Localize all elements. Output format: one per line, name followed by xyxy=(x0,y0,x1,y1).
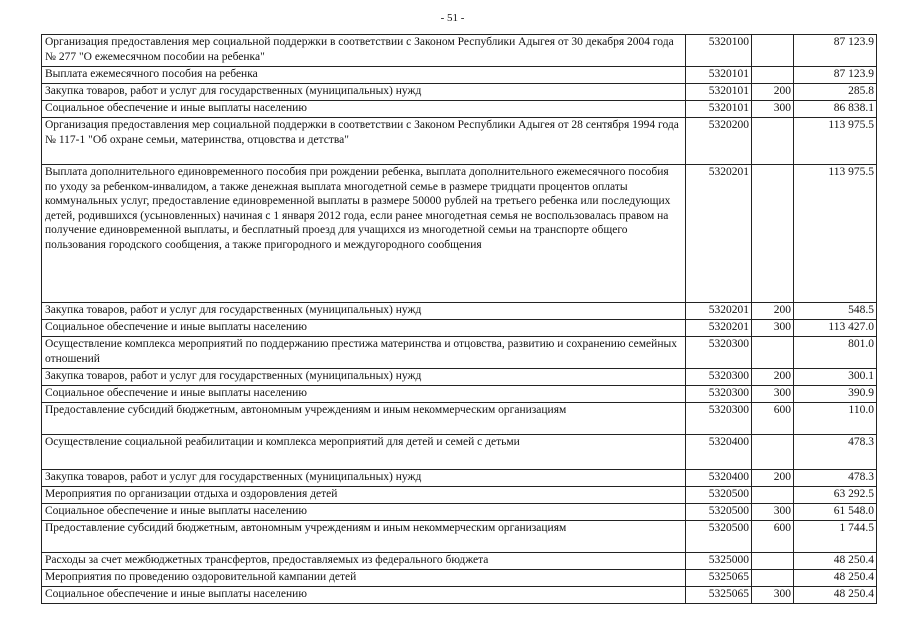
row-code: 5320201 xyxy=(686,320,752,337)
row-code: 5320201 xyxy=(686,165,752,303)
row-name: Социальное обеспечение и иные выплаты населению xyxy=(42,504,686,521)
row-name: Закупка товаров, работ и услуг для государственных (муниципальных) нужд xyxy=(42,84,686,101)
row-amount: 300.1 xyxy=(794,369,877,386)
row-amount: 61 548.0 xyxy=(794,504,877,521)
row-type: 300 xyxy=(752,101,794,118)
table-row xyxy=(42,118,877,165)
row-name: Выплата дополнительного единовременного пособия при рождении ребенка, выплата дополнительного ежемесячного пособия по уходу за ребенком-инвалидом, а также денежная выплата многодетной семье в размере тридцати процентов оплаты коммунальных услуг, предоставление единовременной выплаты в размере 50000 рублей на третьего ребенка или последующих детей, родившихся (усыновленных) начиная с 1 января 2012 года, если ранее многодетная семья не воспользовалась правом на получение единовременной выплаты, и бесплатный проезд для учащихся из многодетной семьи на транспорте общего пользования городского сообщения, а также пригородного и междугородного сообщения xyxy=(42,165,686,303)
row-name: Предоставление субсидий бюджетным, автономным учреждениям и иным некоммерческим организациям xyxy=(42,521,686,553)
row-amount: 87 123.9 xyxy=(794,35,877,67)
row-type xyxy=(752,35,794,67)
row-type: 300 xyxy=(752,504,794,521)
table-row xyxy=(42,165,877,303)
row-name: Расходы за счет межбюджетных трансфертов, предоставляемых из федерального бюджета xyxy=(42,553,686,570)
row-name: Закупка товаров, работ и услуг для государственных (муниципальных) нужд xyxy=(42,369,686,386)
row-name: Организация предоставления мер социальной поддержки в соответствии с Законом Республики Адыгея от 28 сентября 1994 года № 117-1 "Об охране семьи, материнства, отцовства и детства" xyxy=(42,118,686,165)
row-type: 300 xyxy=(752,587,794,604)
row-type: 300 xyxy=(752,386,794,403)
table-row xyxy=(42,369,877,386)
table-row xyxy=(42,303,877,320)
row-type: 200 xyxy=(752,470,794,487)
row-name: Социальное обеспечение и иные выплаты населению xyxy=(42,587,686,604)
row-name: Социальное обеспечение и иные выплаты населению xyxy=(42,101,686,118)
row-code: 5320500 xyxy=(686,521,752,553)
row-code: 5320101 xyxy=(686,67,752,84)
row-name: Закупка товаров, работ и услуг для государственных (муниципальных) нужд xyxy=(42,470,686,487)
row-amount: 113 427.0 xyxy=(794,320,877,337)
row-code: 5325000 xyxy=(686,553,752,570)
row-code: 5325065 xyxy=(686,587,752,604)
budget-table xyxy=(41,34,877,604)
table-row xyxy=(42,553,877,570)
row-amount: 63 292.5 xyxy=(794,487,877,504)
row-type xyxy=(752,435,794,470)
row-type: 200 xyxy=(752,369,794,386)
row-amount: 48 250.4 xyxy=(794,570,877,587)
row-amount: 548.5 xyxy=(794,303,877,320)
row-name: Осуществление социальной реабилитации и комплекса мероприятий для детей и семей с детьми xyxy=(42,435,686,470)
table-row xyxy=(42,337,877,369)
row-type: 600 xyxy=(752,521,794,553)
row-type: 200 xyxy=(752,303,794,320)
row-code: 5320500 xyxy=(686,487,752,504)
table-row xyxy=(42,35,877,67)
table-row xyxy=(42,521,877,553)
row-code: 5320300 xyxy=(686,337,752,369)
row-type xyxy=(752,118,794,165)
row-name: Осуществление комплекса мероприятий по поддержанию престижа материнства и отцовства, развитию и сохранению семейных отношений xyxy=(42,337,686,369)
row-amount: 113 975.5 xyxy=(794,118,877,165)
row-name: Предоставление субсидий бюджетным, автономным учреждениям и иным некоммерческим организациям xyxy=(42,403,686,435)
table-row xyxy=(42,386,877,403)
row-name: Закупка товаров, работ и услуг для государственных (муниципальных) нужд xyxy=(42,303,686,320)
row-amount: 48 250.4 xyxy=(794,553,877,570)
table-row xyxy=(42,435,877,470)
row-name: Мероприятия по организации отдыха и оздоровления детей xyxy=(42,487,686,504)
row-code: 5320101 xyxy=(686,84,752,101)
row-type xyxy=(752,67,794,84)
table-row xyxy=(42,587,877,604)
table-row xyxy=(42,570,877,587)
row-code: 5320201 xyxy=(686,303,752,320)
row-name: Мероприятия по проведению оздоровительной кампании детей xyxy=(42,570,686,587)
row-amount: 113 975.5 xyxy=(794,165,877,303)
row-type: 300 xyxy=(752,320,794,337)
row-amount: 390.9 xyxy=(794,386,877,403)
row-type xyxy=(752,553,794,570)
row-name: Социальное обеспечение и иные выплаты населению xyxy=(42,386,686,403)
row-amount: 801.0 xyxy=(794,337,877,369)
row-amount: 478.3 xyxy=(794,435,877,470)
row-type: 200 xyxy=(752,84,794,101)
table-row xyxy=(42,487,877,504)
row-amount: 1 744.5 xyxy=(794,521,877,553)
table-row xyxy=(42,403,877,435)
row-amount: 48 250.4 xyxy=(794,587,877,604)
row-amount: 86 838.1 xyxy=(794,101,877,118)
row-name: Выплата ежемесячного пособия на ребенка xyxy=(42,67,686,84)
table-row xyxy=(42,504,877,521)
table-row xyxy=(42,320,877,337)
row-name: Организация предоставления мер социальной поддержки в соответствии с Законом Республики Адыгея от 30 декабря 2004 года № 277 "О ежемесячном пособии на ребенка" xyxy=(42,35,686,67)
row-code: 5320400 xyxy=(686,435,752,470)
row-code: 5325065 xyxy=(686,570,752,587)
table-row xyxy=(42,84,877,101)
row-code: 5320200 xyxy=(686,118,752,165)
row-code: 5320300 xyxy=(686,369,752,386)
row-amount: 87 123.9 xyxy=(794,67,877,84)
row-type xyxy=(752,487,794,504)
table-row xyxy=(42,470,877,487)
row-code: 5320300 xyxy=(686,403,752,435)
row-amount: 110.0 xyxy=(794,403,877,435)
row-type xyxy=(752,165,794,303)
page-number: - 51 - xyxy=(440,12,465,24)
row-amount: 478.3 xyxy=(794,470,877,487)
row-code: 5320101 xyxy=(686,101,752,118)
row-code: 5320100 xyxy=(686,35,752,67)
row-name: Социальное обеспечение и иные выплаты населению xyxy=(42,320,686,337)
table-row xyxy=(42,101,877,118)
row-code: 5320500 xyxy=(686,504,752,521)
row-amount: 285.8 xyxy=(794,84,877,101)
row-type xyxy=(752,570,794,587)
row-code: 5320300 xyxy=(686,386,752,403)
table-row xyxy=(42,67,877,84)
row-code: 5320400 xyxy=(686,470,752,487)
row-type: 600 xyxy=(752,403,794,435)
row-type xyxy=(752,337,794,369)
